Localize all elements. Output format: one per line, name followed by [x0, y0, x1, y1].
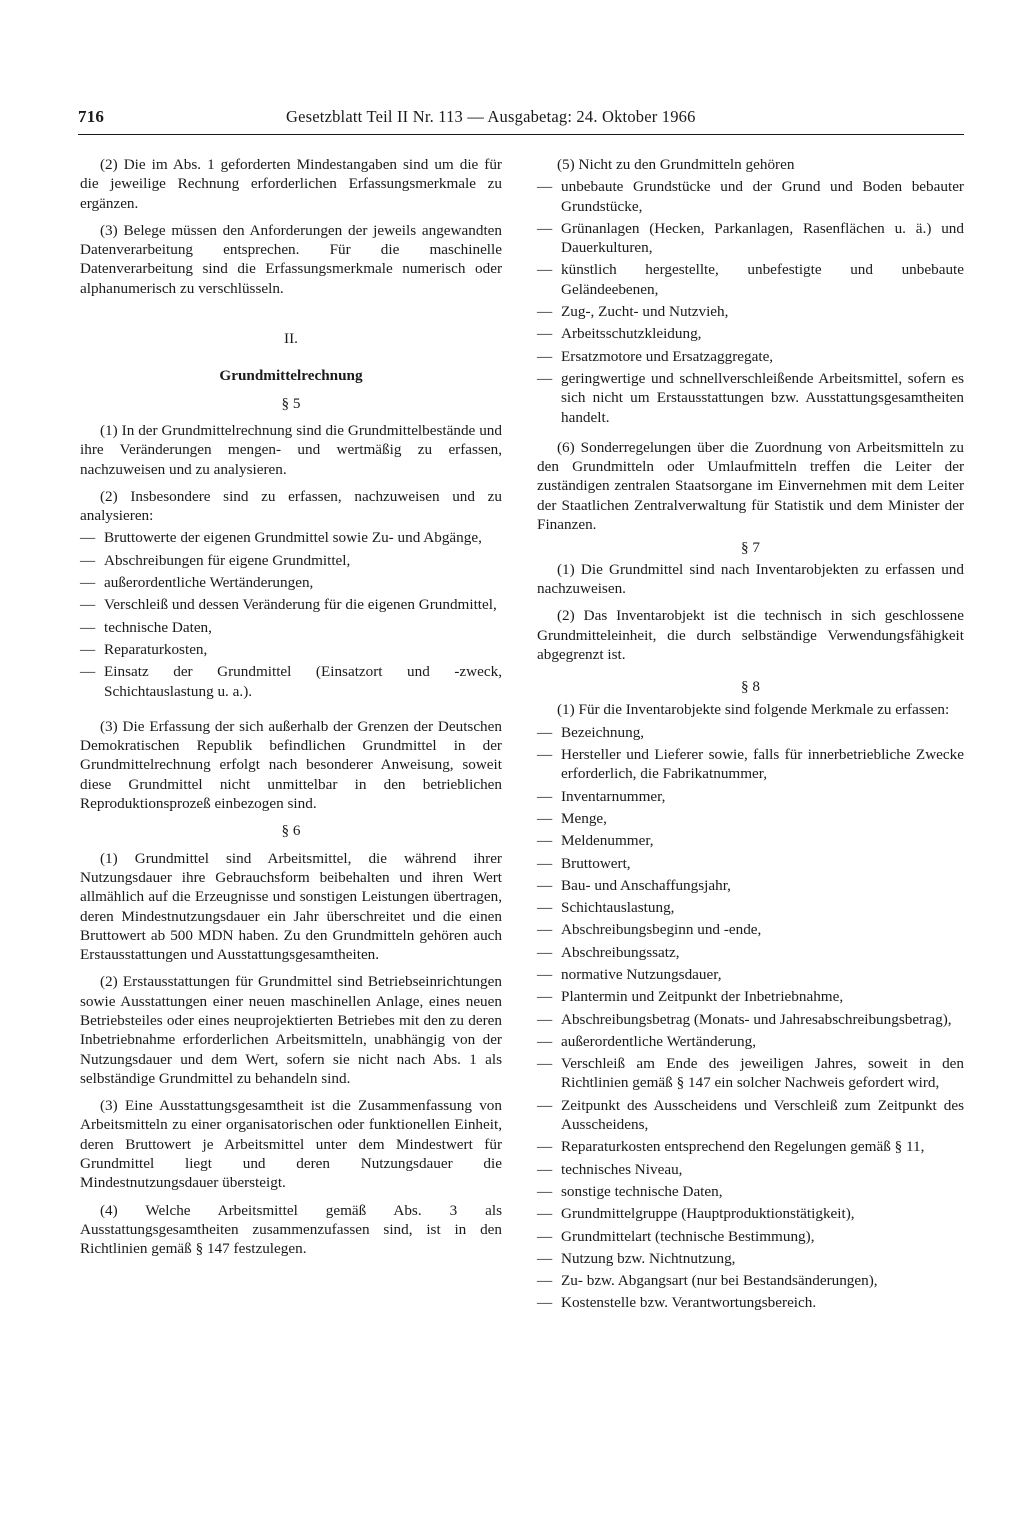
list-item-text: Bruttowerte der eigenen Grundmittel sowie Zu- und Abgänge, [104, 529, 482, 547]
list-item [537, 1160, 964, 1179]
list-item-text: Abschreibungsbetrag (Monats- und Jahresabschreibungsbetrag), [561, 1010, 952, 1028]
paragraph-6-2: (2) Erstausstattungen für Grundmittel sind Betriebseinrichtungen sowie Ausstattungen einer neuen maschinellen Anlage, eines neuen Betriebsteiles oder eines neuprojektierten Betriebes mit den zu deren Inbetriebnahme erforderlichen Arbeitsmitteln, unabhängig von der Nutzungsdauer und dem Wert, sofern sie nicht nach Abs. 1 als selbständige Grundmittel zu behandeln sind. [80, 973, 502, 1087]
page-header [78, 103, 964, 133]
dash-bullet: — [537, 988, 553, 1006]
list-item-text: außerordentliche Wertänderung, [561, 1032, 757, 1050]
dash-bullet: — [80, 596, 96, 614]
list-item [80, 662, 502, 701]
dash-bullet: — [537, 854, 553, 872]
dash-bullet: — [537, 965, 553, 983]
list-item-text: Ersatzmotore und Ersatzaggregate, [561, 347, 774, 365]
dash-bullet: — [537, 1272, 553, 1290]
list-item-text: Inventarnummer, [561, 787, 666, 805]
paragraph-heading-5: § 5 [281, 394, 301, 412]
left-column [80, 155, 502, 1259]
list-item [537, 1182, 964, 1201]
list-item-text: Schichtauslastung, [561, 899, 675, 917]
list-item-text: Abschreibungsbeginn und -ende, [561, 921, 762, 939]
list-item-text: Einsatz der Grundmittel (Einsatzort und -zweck, Schichtauslastung u. a.). [104, 663, 502, 700]
paragraph-6-5: (5) Nicht zu den Grundmitteln gehören [557, 156, 795, 173]
list-item [537, 369, 964, 427]
list-item-text: Bau- und Anschaffungsjahr, [561, 876, 731, 894]
list-item-text: Meldenummer, [561, 832, 654, 850]
list-item [537, 809, 964, 828]
paragraph-7-1: (1) Die Grundmittel sind nach Inventarobjekten zu erfassen und nachzuweisen. [537, 560, 964, 597]
list-item-text: künstlich hergestellte, unbefestigte und unbebaute Geländeebenen, [561, 261, 964, 298]
dash-bullet: — [537, 261, 553, 279]
list-item [80, 528, 502, 547]
dash-bullet: — [537, 1010, 553, 1028]
dash-bullet: — [537, 1096, 553, 1114]
list-item-text: Kostenstelle bzw. Verantwortungsbereich. [561, 1294, 817, 1312]
list-item [537, 943, 964, 962]
dash-bullet: — [537, 809, 553, 827]
dash-bullet: — [537, 1138, 553, 1156]
list-5 [80, 528, 502, 700]
dash-bullet: — [537, 219, 553, 237]
list-item [537, 1249, 964, 1268]
list-item [537, 177, 964, 216]
list-item [537, 898, 964, 917]
list-item-text: Grundmittelgruppe (Hauptproduktionstätigkeit), [561, 1205, 855, 1223]
list-item [537, 260, 964, 299]
list-item-text: Bezeichnung, [561, 723, 645, 741]
list-item-text: Grundmittelart (technische Bestimmung), [561, 1227, 815, 1245]
list-item-text: unbebaute Grundstücke und der Grund und Boden bebauter Grundstücke, [561, 178, 964, 215]
list-item-text: normative Nutzungsdauer, [561, 965, 722, 983]
dash-bullet: — [537, 178, 553, 196]
list-item-text: technisches Niveau, [561, 1160, 683, 1178]
dash-bullet: — [537, 325, 553, 343]
dash-bullet: — [537, 1055, 553, 1073]
paragraph-abs2: (2) Die im Abs. 1 geforderten Mindestangaben sind um die für die jeweilige Rechnung erforderlichen Erfassungsmerkmale zu ergänzen. [80, 156, 502, 212]
paragraph-8-1: (1) Für die Inventarobjekte sind folgende Merkmale zu erfassen: [557, 701, 950, 719]
dash-bullet: — [80, 618, 96, 636]
dash-bullet: — [537, 1294, 553, 1312]
header-rule [78, 134, 964, 135]
list-item-text: Zug-, Zucht- und Nutzvieh, [561, 303, 729, 321]
list-item [80, 573, 502, 592]
list-item [537, 347, 964, 366]
list-item-text: außerordentliche Wertänderungen, [104, 574, 314, 592]
list-item [80, 551, 502, 570]
list-item-text: Abschreibungssatz, [561, 943, 680, 961]
paragraph-heading-6: § 6 [281, 822, 301, 840]
list-item [80, 640, 502, 659]
dash-bullet: — [80, 574, 96, 592]
dash-bullet: — [537, 921, 553, 939]
dash-bullet: — [80, 663, 96, 681]
list-item-text: technische Daten, [104, 618, 212, 636]
list-item [537, 219, 964, 258]
list-item-text: Plantermin und Zeitpunkt der Inbetriebnahme, [561, 988, 844, 1006]
list-item-text: Verschleiß und dessen Veränderung für die eigenen Grundmittel, [104, 596, 497, 614]
dash-bullet: — [537, 347, 553, 365]
list-item [537, 1293, 964, 1312]
dash-bullet: — [537, 1032, 553, 1050]
dash-bullet: — [537, 303, 553, 321]
list-item [537, 324, 964, 343]
dash-bullet: — [537, 943, 553, 961]
dash-bullet: — [537, 1205, 553, 1223]
dash-bullet: — [537, 899, 553, 917]
list-item-text: Grünanlagen (Hecken, Parkanlagen, Rasenflächen u. ä.) und Dauerkulturen, [561, 219, 964, 257]
dash-bullet: — [537, 1249, 553, 1267]
dash-bullet: — [537, 876, 553, 894]
paragraph-abs3: (3) Belege müssen den Anforderungen der jeweils angewandten Datenverarbeitung entsprechen. Für die maschinelle Datenverarbeitung sind die Erfassungsmerkmale numerisch oder alphanumerisch zu verschlüsseln. [80, 221, 502, 297]
paragraph-7-2: (2) Das Inventarobjekt ist die technisch in sich geschlossene Grundmitteleinheit, die durch selbständige Verwendungsfähigkeit abgegrenzt ist. [537, 607, 964, 663]
list-item [537, 745, 964, 784]
list-item-text: Verschleiß am Ende des jeweiligen Jahres, soweit in den Richtlinien gemäß § 147 ein solcher Nachweis gefordert wird, [561, 1055, 964, 1092]
list-item [537, 787, 964, 806]
list-item-text: Menge, [561, 809, 607, 827]
dash-bullet: — [537, 369, 553, 387]
list-8 [537, 723, 964, 1313]
list-item [537, 1010, 964, 1029]
paragraph-6-3: (3) Eine Ausstattungsgesamtheit ist die Zusammenfassung von Arbeitsmitteln zu einer organisatorischen oder funktionellen Einheit, deren Bruttowert je Arbeitsmittel unter dem Mindestwert für Grundmittel liegt und deren Nutzungsdauer die Mindestnutzungsdauer übersteigt. [80, 1097, 502, 1192]
paragraph-5-1: (1) In der Grundmittelrechnung sind die Grundmittelbestände und ihre Veränderungen mengen- und wertmäßig zu erfassen, nachzuweisen und zu analysieren. [80, 421, 502, 478]
list-item-text: Hersteller und Lieferer sowie, falls für innerbetriebliche Zwecke erforderlich, die Fabrikatnummer, [561, 746, 964, 783]
list-item [537, 1096, 964, 1135]
dash-bullet: — [80, 529, 96, 547]
list-item [537, 302, 964, 321]
section-title: Grundmittelrechnung [219, 367, 363, 385]
dash-bullet: — [537, 1160, 553, 1178]
dash-bullet: — [537, 746, 553, 764]
paragraph-6-6: (6) Sonderregelungen über die Zuordnung von Arbeitsmitteln zu den Grundmitteln oder Umlaufmitteln treffen die Leiter der zuständigen zentralen Staatsorgane im Einvernehmen mit dem Leiter der Staatlichen Zentralverwaltung für Statistik und dem Minister der Finanzen. [537, 438, 964, 534]
list-item-text: sonstige technische Daten, [561, 1182, 723, 1200]
right-column [537, 155, 964, 1316]
list-item [537, 1054, 964, 1093]
section-roman-numeral: II. [284, 330, 298, 348]
dash-bullet: — [80, 551, 96, 569]
list-item [537, 723, 964, 742]
dash-bullet: — [537, 787, 553, 805]
dash-bullet: — [80, 640, 96, 658]
list-item [537, 1204, 964, 1223]
list-item-text: Reparaturkosten, [104, 640, 208, 658]
list-item [537, 965, 964, 984]
list-item-text: Arbeitsschutzkleidung, [561, 325, 702, 343]
dash-bullet: — [537, 832, 553, 850]
list-item [537, 1227, 964, 1246]
list-item-text: Bruttowert, [561, 854, 631, 872]
list-item [537, 1271, 964, 1290]
paragraph-5-2: (2) Insbesondere sind zu erfassen, nachzuweisen und zu analysieren: [80, 487, 502, 525]
list-item [537, 854, 964, 873]
list-item [537, 920, 964, 939]
dash-bullet: — [537, 723, 553, 741]
list-item [537, 831, 964, 850]
list-item-text: Zeitpunkt des Ausscheidens und Verschleiß zum Zeitpunkt des Ausscheidens, [561, 1096, 964, 1134]
list-item-text: Zu- bzw. Abgangsart (nur bei Bestandsänderungen), [561, 1272, 878, 1290]
list-6-5 [537, 177, 964, 427]
list-item [537, 876, 964, 895]
header-title: Gesetzblatt Teil II Nr. 113 — Ausgabetag: 24. Oktober 1966 [286, 107, 696, 126]
paragraph-5-3: (3) Die Erfassung der sich außerhalb der Grenzen der Deutschen Demokratischen Republik befindlichen Grundmittel in der Grundmittelrechnung erfolgt nach besonderer Anweisung, soweit diese Grundmittel nicht unmittelbar in den betrieblichen Reproduktionsprozeß einbezogen sind. [80, 717, 502, 813]
page-number: 716 [78, 107, 105, 126]
list-item-text: geringwertige und schnellverschleißende Arbeitsmittel, sofern es sich nicht um Erstausstattungen bzw. Ausstattungsgesamtheiten handelt. [561, 369, 964, 426]
list-item [80, 595, 502, 614]
list-item-text: Reparaturkosten entsprechend den Regelungen gemäß § 11, [561, 1138, 925, 1156]
list-item-text: Abschreibungen für eigene Grundmittel, [104, 551, 351, 569]
list-item [80, 618, 502, 637]
dash-bullet: — [537, 1182, 553, 1200]
list-item-text: Nutzung bzw. Nichtnutzung, [561, 1249, 736, 1267]
list-item [537, 987, 964, 1006]
list-item [537, 1032, 964, 1051]
list-item [537, 1137, 964, 1156]
paragraph-6-4: (4) Welche Arbeitsmittel gemäß Abs. 3 als Ausstattungsgesamtheiten zusammenzufassen sind, ist in den Richtlinien gemäß § 147 festzulegen. [80, 1201, 502, 1258]
dash-bullet: — [537, 1227, 553, 1245]
paragraph-heading-8: § 8 [741, 678, 760, 696]
paragraph-6-1: (1) Grundmittel sind Arbeitsmittel, die während ihrer Nutzungsdauer ihre Gebrauchsform beibehalten und ihren Wert allmählich auf die Erzeugnisse und sonstigen Leistungen übertragen, deren Mindestnutzungsdauer ein Jahr überschreitet und die einen Bruttowert ab 500 MDN haben. Zu den Grundmitteln gehören auch Erstausstattungen und Ausstattungsgesamtheiten. [80, 849, 502, 964]
paragraph-heading-7: § 7 [741, 539, 760, 557]
